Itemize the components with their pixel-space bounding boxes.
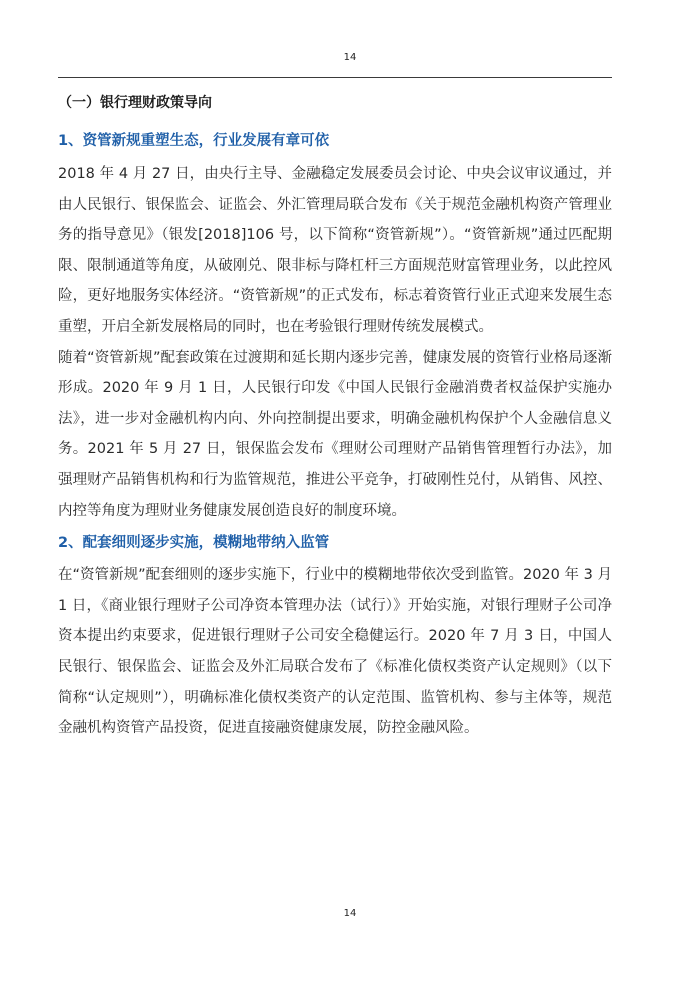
subsection-heading-1: 1、资管新规重塑生态，行业发展有章可依 (58, 133, 330, 149)
section-heading: （一）银行理财政策导向 (58, 95, 212, 111)
paragraph: 随着“资管新规”配套政策在过渡期和延长期内逐步完善，健康发展的资管行业格局逐渐形成。2020 年 9 月 1 日，人民银行印发《中国人民银行金融消费者权益保护实施办法》，进一步对金融机构内向、外向控制提出要求，明确金融机构保护个人金融信息义务。2021 年 5 月 27 日，银保监会发布《理财公司理财产品销售管理暂行办法》，加强理财产品销售机构和行为监管规范，推进公平竞争，打破刚性兑付，从销售、风控、内控等角度为理财业务健康发展创造良好的制度环境。 (58, 349, 612, 519)
page-number-bottom: 14 (343, 908, 357, 919)
paragraph: 在“资管新规”配套细则的逐步实施下，行业中的模糊地带依次受到监管。2020 年 3 月 1 日，《商业银行理财子公司净资本管理办法（试行）》开始实施，对银行理财子公司净资本提出约束要求，促进银行理财子公司安全稳健运行。2020 年 7 月 3 日，中国人民银行、银保监会、证监会及外汇局联合发布了《标准化债权类资产认定规则》（以下简称“认定规则”），明确标准化债权类资产的认定范围、监管机构、参与主体等，规范金融机构资管产品投资，促进直接融资健康发展，防控金融风险。 (58, 567, 612, 737)
header-divider (58, 77, 612, 78)
subsection-heading-2: 2、配套细则逐步实施，模糊地带纳入监管 (58, 535, 330, 552)
page-number-top: 14 (343, 52, 357, 63)
paragraph: 2018 年 4 月 27 日，由央行主导、金融稳定发展委员会讨论、中央会议审议通过，并由人民银行、银保监会、证监会、外汇管理局联合发布《关于规范金融机构资产管理业务的指导意见》（银发[2018]106 号，以下简称“资管新规”）。“资管新规”通过匹配期限、限制通道等角度，从破刚兑、限非标与降杠杆三方面规范财富管理业务，以此控风险，更好地服务实体经济。“资管新规”的正式发布，标志着资管行业正式迎来发展生态重塑，开启全新发展格局的同时，也在考验银行理财传统发展模式。 (58, 166, 612, 335)
document-body (58, 90, 612, 744)
